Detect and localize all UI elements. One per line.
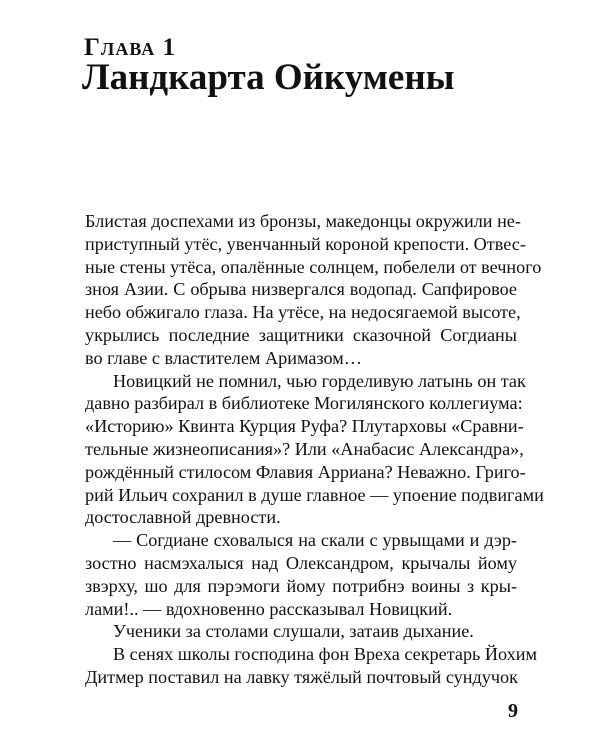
chapter-label: Глава 1: [84, 34, 176, 61]
page-number: 9: [508, 700, 518, 722]
text-line: Блистая доспехами из бронзы, македонцы окружили не-: [85, 211, 521, 231]
chapter-title: Ландкарта Ойкумены: [82, 57, 455, 98]
body-text: [85, 210, 544, 689]
text-line: лами!.. — вдохновенно рассказывал Новицкий.: [85, 598, 453, 619]
text-line: Дитмер поставил на лавку тяжёлый почтовый сундучок: [85, 666, 518, 687]
text-line: ные стены утёса, опалённые солнцем, побелели от вечного: [85, 256, 542, 277]
text-line: небо обжигало глаза. На утёсе, на недосягаемой высоте,: [85, 302, 521, 323]
text-line: зостно насмэхалыся над Олександром, крычалы йому: [85, 552, 517, 573]
text-line: зноя Азии. С обрыва низвергался водопад. Сапфировое: [85, 279, 517, 300]
text-line: рий Ильич сохранил в душе главное — упоение подвигами: [85, 484, 544, 505]
text-line: приступный утёс, увенчанный короной крепости. Отвес-: [85, 233, 526, 254]
text-line: во главе с властителем Аримазом…: [85, 347, 362, 368]
text-line: — Согдиане сховалыся на скали с урвыщами и дэр-: [113, 530, 517, 551]
text-line: Новицкий не помнил, чью горделивую латынь он так: [113, 370, 526, 391]
text-line: рождённый стилосом Флавия Арриана? Неважно. Григо-: [85, 461, 526, 482]
text-line: укрылись последние защитники сказочной Согдианы: [85, 324, 517, 345]
text-line: достославной древности.: [85, 507, 281, 528]
text-line: Ученики за столами слушали, затаив дыхание.: [113, 621, 474, 642]
text-line: тельные жизнеописания»? Или «Анабасис Александра»,: [85, 438, 524, 459]
text-line: В сенях школы господина фон Вреха секретарь Йохим: [113, 644, 538, 665]
text-line: звэрху, шо для пэрэмоги йому потрибнэ воины з кры-: [85, 575, 517, 596]
text-line: давно разбирал в библиотеке Могилянского коллегиума:: [85, 393, 523, 414]
text-line: «Историю» Квинта Курция Руфа? Плутарховы «Сравни-: [85, 416, 524, 437]
